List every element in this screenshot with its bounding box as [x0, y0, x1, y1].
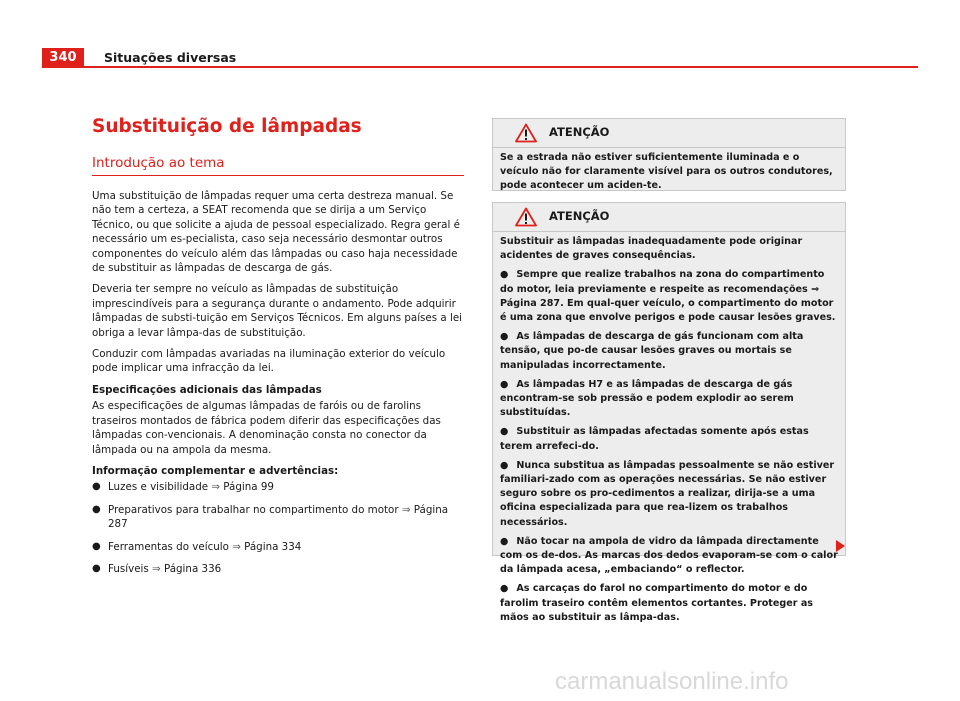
bullet-icon: ● [92, 540, 101, 552]
warning-text: Se a estrada não estiver suficientemente iluminada e o veículo não for claramente visível para os outros condutores, pode acontecer um aciden-te. [500, 152, 833, 192]
warning-item [500, 425, 838, 453]
specs-heading: Especificações adicionais das lâmpadas [92, 383, 322, 396]
warning-item-text: Substituir as lâmpadas afectadas somente após estas terem arrefeci-do. [500, 426, 809, 452]
list-item [92, 540, 466, 554]
list-item-text: Ferramentas do veículo [108, 540, 229, 553]
warning-item-text: As lâmpadas de descarga de gás funcionam com alta tensão, que po-de causar lesões graves ou mortais se manipuladas incorrectamente. [500, 331, 804, 371]
intro-paragraph: Deveria ter sempre no veículo as lâmpadas de substituição imprescindíveis para a segurança durante o andamento. Pode adquirir lâmpadas de substi-tuição em Serviços Técnicos. Em alguns países a lei obriga a levar lâmpa-das de substituição. [92, 283, 463, 339]
warning-item [500, 378, 838, 421]
warning-item [500, 268, 838, 325]
bullet-icon: ● [500, 378, 509, 390]
bullet-icon: ● [500, 459, 509, 471]
page-link[interactable]: Página 336 [163, 562, 222, 575]
list-item [92, 480, 466, 494]
bullet-icon: ● [500, 583, 509, 595]
info-list [92, 480, 466, 576]
intro-paragraph: Uma substituição de lâmpadas requer uma certa destreza manual. Se não tem a certeza, a SEAT recomenda que se dirija a um Serviço Técnico, ou que solicite a ajuda de pessoal especializado. Regra geral é necessário um es-pecialista, caso seja necessário desmontar outros componentes do veículo além das lâmpadas ou caso haja necessidade de substituir as lâmpadas de descarga de gás. [92, 190, 460, 275]
warning-label: ATENÇÃO [549, 125, 610, 139]
arrow-icon: ⇒ [232, 540, 241, 553]
warning-item-text: As lâmpadas H7 e as lâmpadas de descarga de gás encontram-se sob pressão e podem explodir ao serem substituídas. [500, 378, 794, 419]
page-number: 340 [42, 48, 84, 68]
warning-header [493, 203, 845, 232]
warning-label: ATENÇÃO [549, 209, 610, 223]
specs-text: As especificações de algumas lâmpadas de faróis ou de farolins traseiros montados de fábrica podem diferir das especificações das lâmpadas con-vencionais. A denominação consta no conector da lâmpada ou na ampola da mesma. [92, 400, 441, 456]
bullet-icon: ● [500, 331, 509, 343]
warning-body [493, 148, 845, 194]
warning-body [493, 232, 845, 625]
info-heading: Informação complementar e advertências: [92, 464, 339, 477]
arrow-icon: ⇒ [152, 562, 161, 575]
continue-arrow-icon [836, 540, 845, 552]
warning-item-text: Não tocar na ampola de vidro da lâmpada directamente com os de-dos. As marcas dos dedos evaporam-se com o calor da lâmpada acesa, „embaciando“ o reflector. [500, 535, 838, 576]
page-title: Substituição de lâmpadas [92, 116, 362, 137]
list-item-text: Preparativos para trabalhar no compartimento do motor [108, 503, 399, 516]
list-item-text: Luzes e visibilidade [108, 481, 209, 494]
warning-box [492, 202, 846, 623]
watermark: carmanualsonline.info [555, 668, 789, 695]
warning-triangle-icon [515, 123, 537, 143]
list-item-text: Fusíveis [108, 562, 149, 575]
arrow-icon: ⇒ [211, 481, 221, 494]
bullet-icon: ● [500, 269, 509, 281]
section-title: Situações diversas [104, 50, 237, 65]
subtitle: Introdução ao tema [92, 155, 225, 171]
left-column [92, 189, 466, 584]
warning-intro: Substituir as lâmpadas inadequadamente pode originar acidentes de graves consequências. [500, 236, 803, 262]
list-item [92, 562, 466, 576]
warning-item-text: Sempre que realize trabalhos na zona do compartimento do motor, leia previamente e respeite as recomendações ⇒ Página 287. Em qual-quer veículo, o compartimento do motor é uma zona que envolve perigos e pode causar lesões graves. [500, 269, 836, 324]
bullet-icon: ● [92, 503, 101, 515]
warning-triangle-icon [515, 207, 537, 227]
bullet-icon: ● [500, 426, 509, 438]
warning-header [493, 119, 845, 148]
page-link[interactable]: Página 99 [223, 481, 274, 494]
intro-paragraph: Conduzir com lâmpadas avariadas na iluminação exterior do veículo pode implicar uma infracção da lei. [92, 348, 446, 375]
header-rule [84, 66, 918, 68]
warning-item-text: As carcaças do farol no compartimento do motor e do farolim traseiro contêm elementos cortantes. Proteger as mãos ao substituir as lâmpa-das. [500, 583, 814, 623]
bullet-icon: ● [92, 481, 101, 493]
list-item [92, 503, 466, 532]
arrow-icon: ⇒ [401, 503, 411, 516]
warning-item [500, 535, 838, 578]
warning-item [500, 582, 838, 625]
page-link[interactable]: Página 334 [244, 540, 302, 553]
warning-item-text: Nunca substitua as lâmpadas pessoalmente se não estiver familiari-zado com as operações necessárias. Se não estiver seguro sobre os pro-cedimentos a realizar, dirija-se a uma oficina especializada para que rea-lizem os trabalhos necessários. [500, 459, 835, 528]
warning-item [500, 330, 838, 373]
bullet-icon: ● [92, 562, 101, 574]
page-link[interactable]: Página 287 [108, 503, 449, 531]
warning-item [500, 459, 838, 530]
warning-box [492, 118, 846, 191]
subtitle-rule [92, 175, 464, 176]
bullet-icon: ● [500, 535, 509, 547]
